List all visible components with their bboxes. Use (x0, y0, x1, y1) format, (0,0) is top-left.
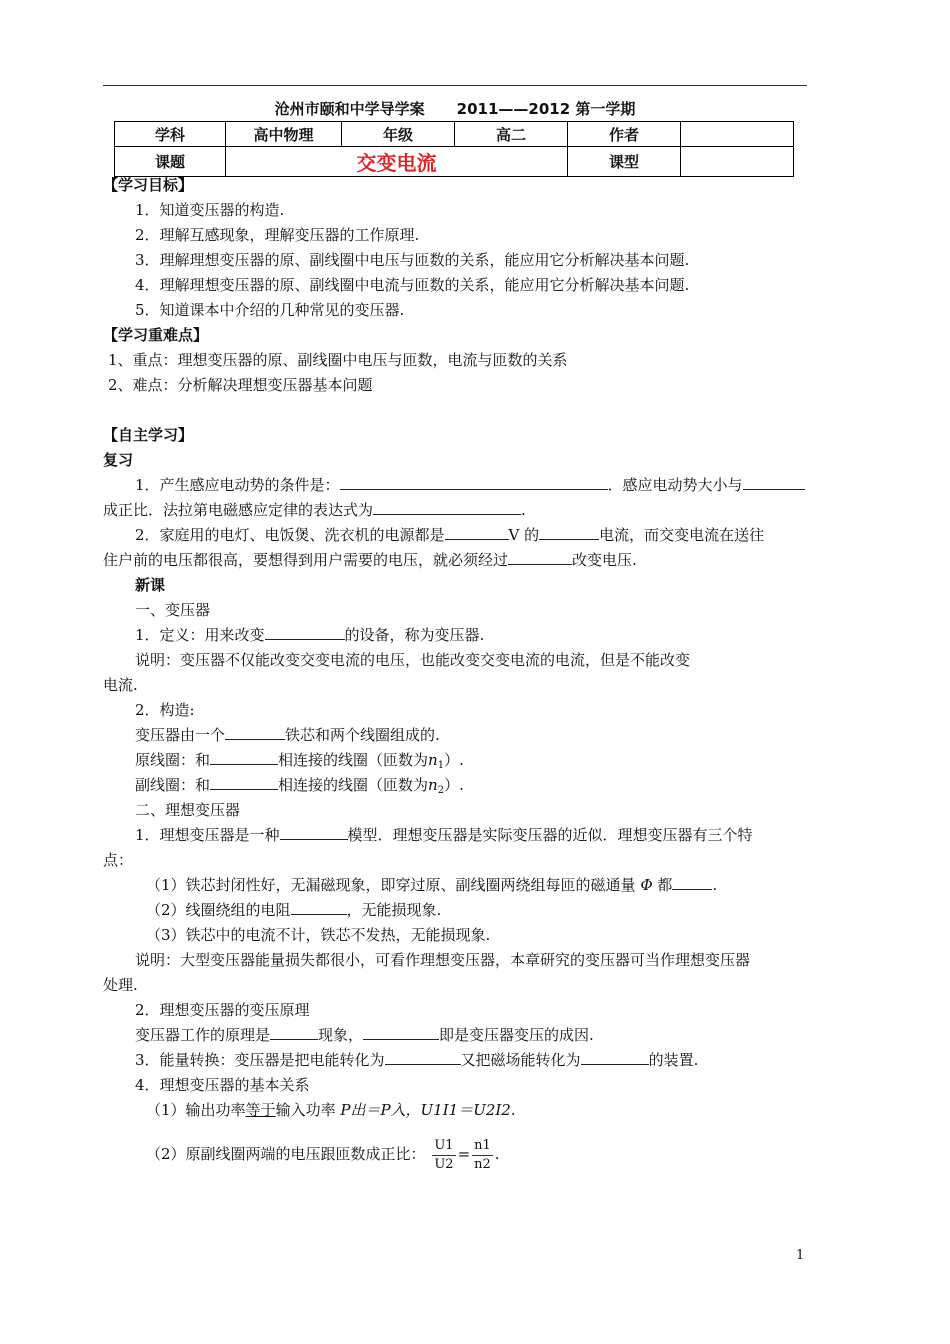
goal-item: 4．理解理想变压器的原、副线圈中电流与匝数的关系，能应用它分析解决基本问题. (135, 276, 690, 294)
ideal-line1: 1．理想变压器是一种 模型．理想变压器是实际变压器的近似．理想变压器有三个特 (135, 826, 753, 844)
blank[interactable] (280, 825, 348, 840)
energy-line: 3．能量转换：变压器是把电能转化为 又把磁场能转化为 的装置. (135, 1051, 699, 1069)
goal-item: 2．理解互感现象，理解变压器的工作原理. (135, 226, 420, 244)
info-table (114, 121, 794, 177)
review-q1-line2: 成正比．法拉第电磁感应定律的表达式为 . (103, 501, 526, 519)
blank[interactable] (265, 625, 345, 640)
blank[interactable] (581, 1050, 649, 1065)
topic-label: 课题 (115, 147, 226, 177)
author-value (681, 122, 794, 147)
principle-line: 变压器工作的原理是 现象， 即是变压器变压的成因. (135, 1026, 594, 1044)
feature3-line: （3）铁芯中的电流不计，铁芯不发热，无能损现象. (146, 926, 491, 944)
blank[interactable] (225, 725, 285, 740)
feature1-line: （1）铁芯封闭性好，无漏磁现象，即穿过原、副线圈两绕组每匝的磁通量 Φ 都 . (146, 876, 718, 894)
term-title: 2011——2012 第一学期 (456, 100, 636, 118)
blank[interactable] (743, 475, 805, 490)
page-header (103, 98, 807, 119)
goals-heading: 【学习目标】 (103, 176, 194, 194)
principle-title: 2．理想变压器的变压原理 (135, 1001, 310, 1019)
ideal-line2: 点： (103, 851, 134, 869)
blank[interactable] (363, 1025, 439, 1040)
review-heading: 复习 (103, 451, 134, 469)
header-rule (103, 85, 807, 86)
primary-coil-line: 原线圈：和 相连接的线圈（匝数为$n_1$）. (135, 751, 464, 771)
topic-value: 交变电流 (226, 147, 568, 177)
turns-fraction: $\frac{n1}{n2}$ (474, 1137, 491, 1172)
grade-value: 高二 (455, 122, 568, 147)
note2-line2: 处理. (103, 976, 138, 994)
structure-line: 变压器由一个 铁芯和两个线圈组成的. (135, 726, 440, 744)
blank[interactable] (385, 1050, 461, 1065)
goal-item: 5．知道课本中介绍的几种常见的变压器. (135, 301, 405, 319)
blank[interactable] (210, 750, 278, 765)
author-label: 作者 (568, 122, 681, 147)
page-number: 1 (796, 1248, 805, 1263)
relations-title: 4．理想变压器的基本关系 (135, 1076, 310, 1094)
note1-line2: 电流. (103, 676, 138, 694)
blank[interactable] (672, 875, 712, 890)
type-value (681, 147, 794, 177)
review-q1-line1: 1．产生感应电动势的条件是： ．感应电动势大小与 (135, 473, 845, 498)
blank[interactable] (508, 550, 572, 565)
type-label: 课型 (568, 147, 681, 177)
section1-title: 一、变压器 (135, 601, 211, 619)
power-relation-line: （1）输出功率等于输入功率 P出＝P入，U1I1＝U2I2. (146, 1101, 516, 1119)
note2-line1: 说明：大型变压器能量损失都很小，可看作理想变压器，本章研究的变压器可当作理想变压器 (135, 951, 751, 969)
school-title: 沧州市颐和中学导学案 (274, 100, 425, 118)
voltage-ratio-line: （2）原副线圈两端的电压跟匝数成正比： $\frac{U1}{U2}$ = $\frac{n1}{n2}$ . (146, 1137, 500, 1172)
blank[interactable] (270, 1025, 318, 1040)
keypoints-heading: 【学习重难点】 (103, 326, 209, 344)
review-q2-line2: 住户前的电压都很高，要想得到用户需要的电压，就必须经过 改变电压. (103, 551, 637, 569)
definition-line: 1．定义：用来改变 的设备，称为变压器. (135, 626, 485, 644)
keypoint-item: 2、难点：分析解决理想变压器基本问题 (108, 376, 373, 394)
blank[interactable] (539, 525, 599, 540)
keypoint-item: 1、重点：理想变压器的原、副线圈中电压与匝数，电流与匝数的关系 (108, 351, 568, 369)
section2-title: 二、理想变压器 (135, 801, 241, 819)
structure-title: 2．构造: (135, 701, 195, 719)
secondary-coil-line: 副线圈：和 相连接的线圈（匝数为$n_2$）. (135, 776, 464, 796)
note1-line1: 说明：变压器不仅能改变交变电流的电压，也能改变交变电流的电流，但是不能改变 (135, 651, 691, 669)
feature2-line: （2）线圈绕组的电阻 ，无能损现象. (146, 901, 442, 919)
blank[interactable] (210, 775, 278, 790)
review-q2-line1: 2．家庭用的电灯、电饭煲、洗衣机的电源都是 V 的 电流，而交变电流在送往 (135, 526, 765, 544)
blank[interactable] (291, 900, 347, 915)
blank[interactable] (373, 500, 521, 515)
grade-label: 年级 (342, 122, 455, 147)
subject-value: 高中物理 (226, 122, 342, 147)
power-formula: P出＝P入，U1I1＝U2I2. (340, 1101, 516, 1119)
voltage-fraction: $\frac{U1}{U2}$ (434, 1137, 454, 1172)
blank[interactable] (445, 525, 509, 540)
self-study-heading: 【自主学习】 (103, 426, 194, 444)
goal-item: 1．知道变压器的构造. (135, 201, 285, 219)
blank[interactable] (340, 475, 608, 490)
subject-label: 学科 (115, 122, 226, 147)
goal-item: 3．理解理想变压器的原、副线圈中电压与匝数的关系，能应用它分析解决基本问题. (135, 251, 690, 269)
new-lesson-heading: 新课 (135, 576, 166, 594)
